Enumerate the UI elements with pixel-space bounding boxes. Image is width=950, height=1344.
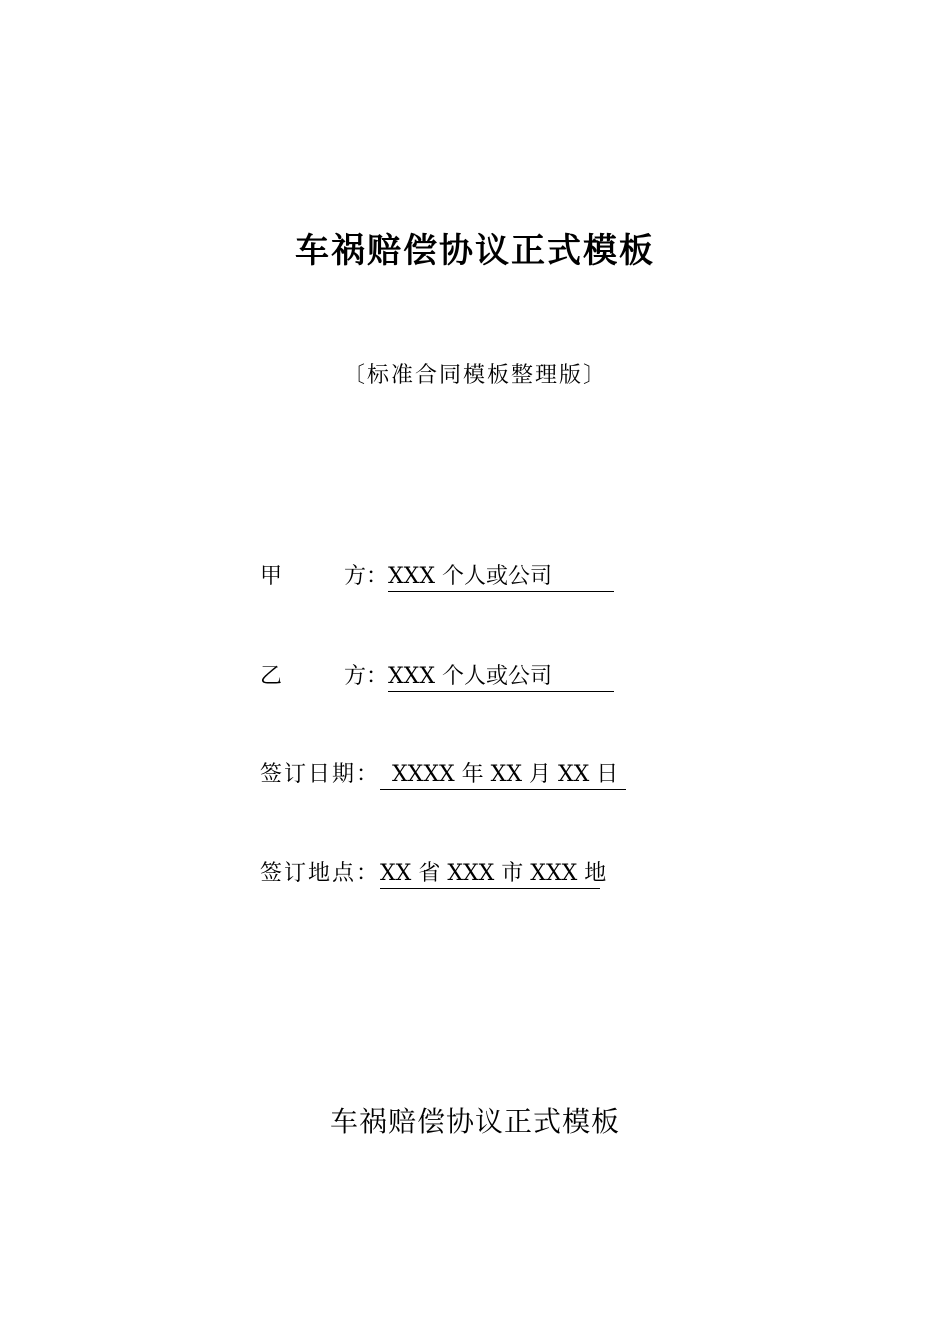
signing-date-field	[260, 758, 626, 792]
document-subtitle: 〔标准合同模板整理版〕	[342, 363, 607, 388]
signing-place-label: 签订地点：	[260, 861, 381, 886]
party-b-label-char: 乙	[260, 664, 283, 689]
party-b-label-suffix: 方：	[343, 664, 388, 689]
party-b-field	[260, 660, 614, 694]
document-title: 车祸赔偿协议正式模板	[295, 231, 655, 271]
party-a-field	[260, 560, 614, 594]
footer-title: 车祸赔偿协议正式模板	[329, 1105, 620, 1138]
party-b-label	[260, 660, 388, 694]
party-b-value: XXX 个人或公司	[388, 663, 614, 692]
signing-date-value: XXXX 年 XX 月 XX 日	[380, 761, 626, 790]
signing-place-value: XX 省 XXX 市 XXX 地	[380, 860, 600, 889]
party-a-label-suffix: 方：	[343, 564, 388, 589]
signing-date-label: 签订日期：	[260, 762, 381, 787]
party-a-value: XXX 个人或公司	[388, 563, 614, 592]
party-a-label	[260, 560, 388, 594]
party-a-label-char: 甲	[260, 564, 283, 589]
signing-place-field	[260, 857, 607, 891]
